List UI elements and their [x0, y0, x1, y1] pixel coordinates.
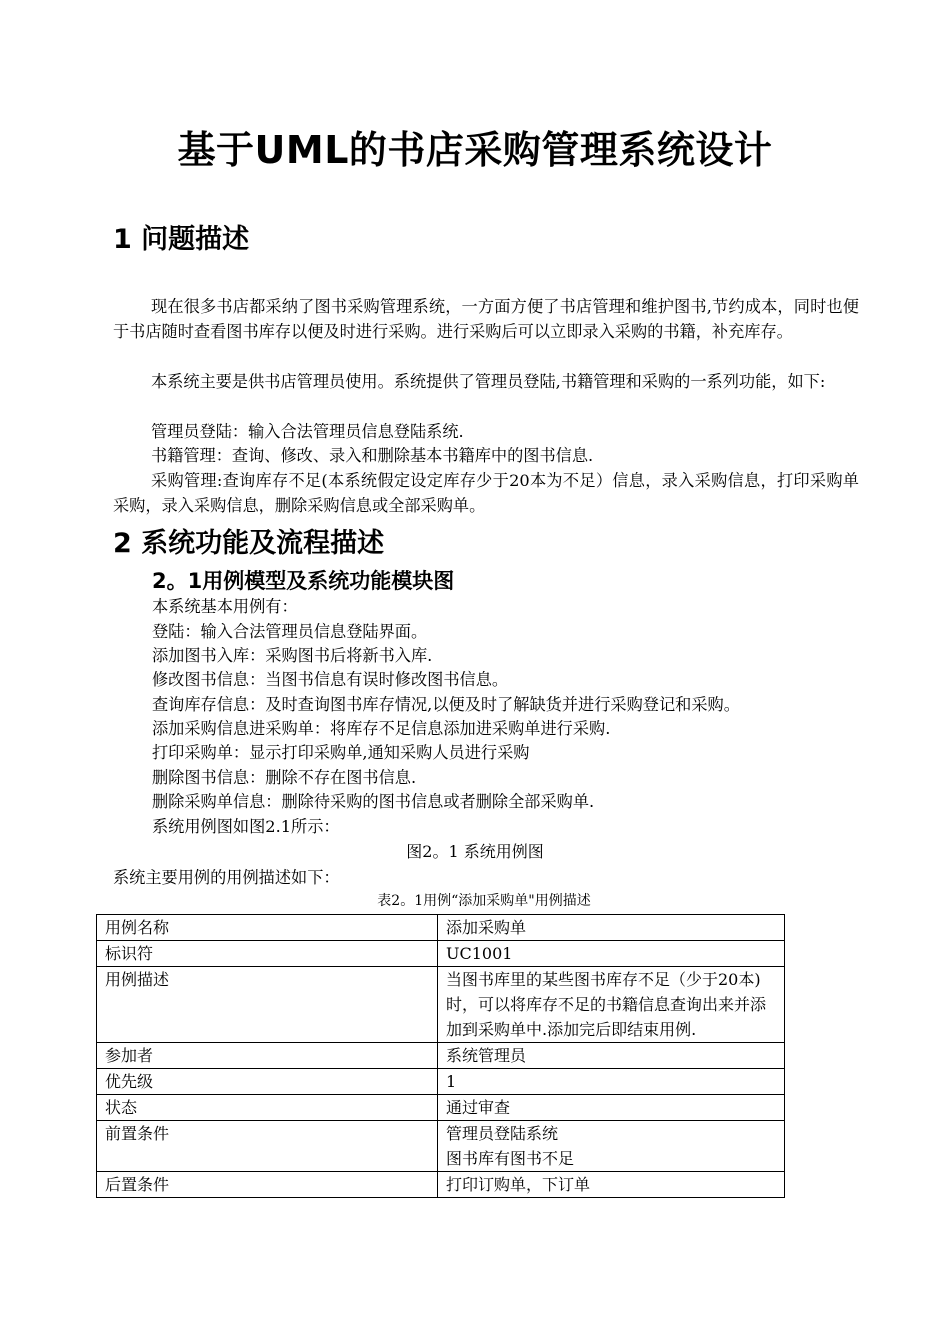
- figure-caption: 图2。1 系统用例图: [406, 842, 544, 861]
- use-case-table: [96, 914, 785, 1198]
- table-key-cell: 状态: [97, 1095, 438, 1121]
- use-case-line: 修改图书信息：当图书信息有误时修改图书信息。: [152, 670, 509, 689]
- table-row: [97, 1043, 785, 1069]
- table-key-cell: 优先级: [97, 1069, 438, 1095]
- table-key-cell: 参加者: [97, 1043, 438, 1069]
- table-key-cell: 用例描述: [97, 967, 438, 1043]
- table-intro-line: 系统主要用例的用例描述如下：: [113, 868, 340, 887]
- section-2-heading: 2 系统功能及流程描述: [113, 528, 385, 559]
- table-value-cell: 1: [438, 1069, 785, 1095]
- use-case-line: 删除图书信息：删除不存在图书信息.: [152, 768, 417, 787]
- section-1-paragraph-1: 现在很多书店都采纳了图书采购管理系统，一方面方便了书店管理和维护图书,节约成本，同时也便于书店随时查看图书库存以便及时进行采购。进行采购后可以立即录入采购的书籍，补充库存。: [113, 297, 859, 341]
- section-1-paragraph-4: 书籍管理：查询、修改、录入和删除基本书籍库中的图书信息.: [151, 446, 594, 465]
- table-row: [97, 1121, 785, 1172]
- table-row: [97, 1172, 785, 1198]
- table-value-cell: UC1001: [438, 941, 785, 967]
- table-key-cell: 前置条件: [97, 1121, 438, 1172]
- use-case-line: 添加采购信息进采购单：将库存不足信息添加进采购单进行采购.: [152, 719, 611, 738]
- table-value-cell: 管理员登陆系统 图书库有图书不足: [438, 1121, 785, 1172]
- table-value-cell: 当图书库里的某些图书库存不足（少于20本)时，可以将库存不足的书籍信息查询出来并添加到采购单中.添加完后即结束用例.: [438, 967, 785, 1043]
- table-caption: 表2。1用例“添加采购单"用例描述: [377, 893, 591, 909]
- table-value-cell: 系统管理员: [438, 1043, 785, 1069]
- section-1-paragraph-5: 采购管理:查询库存不足(本系统假定设定库存少于20本为不足）信息，录入采购信息，打印采购单采购，录入采购信息，删除采购信息或全部采购单。: [113, 471, 859, 515]
- use-case-line: 查询库存信息：及时查询图书库存情况,以便及时了解缺货并进行采购登记和采购。: [152, 695, 740, 714]
- use-case-line: 登陆：输入合法管理员信息登陆界面。: [152, 622, 428, 641]
- use-case-line: 添加图书入库：采购图书后将新书入库.: [152, 646, 433, 665]
- use-case-line: 打印采购单：显示打印采购单,通知采购人员进行采购: [152, 743, 530, 762]
- table-value-cell: 添加采购单: [438, 915, 785, 941]
- table-key-cell: 标识符: [97, 941, 438, 967]
- use-case-line: 系统用例图如图2.1所示：: [152, 817, 340, 836]
- section-2-1-heading: 2。1用例模型及系统功能模块图: [152, 569, 455, 593]
- table-row: [97, 1095, 785, 1121]
- use-case-line: 本系统基本用例有：: [152, 597, 298, 616]
- table-key-cell: 后置条件: [97, 1172, 438, 1198]
- table-value-cell: 打印订购单，下订单: [438, 1172, 785, 1198]
- section-1-paragraph-2: 本系统主要是供书店管理员使用。系统提供了管理员登陆,书籍管理和采购的一系列功能，如下:: [151, 372, 826, 391]
- section-1-heading: 1 问题描述: [113, 224, 250, 255]
- table-row: [97, 967, 785, 1043]
- document-title: 基于UML的书店采购管理系统设计: [177, 128, 773, 172]
- table-row: [97, 941, 785, 967]
- use-case-line: 删除采购单信息：删除待采购的图书信息或者删除全部采购单.: [152, 792, 595, 811]
- table-value-cell: 通过审查: [438, 1095, 785, 1121]
- table-key-cell: 用例名称: [97, 915, 438, 941]
- table-row: [97, 915, 785, 941]
- table-row: [97, 1069, 785, 1095]
- section-1-paragraph-3: 管理员登陆：输入合法管理员信息登陆系统.: [151, 422, 464, 441]
